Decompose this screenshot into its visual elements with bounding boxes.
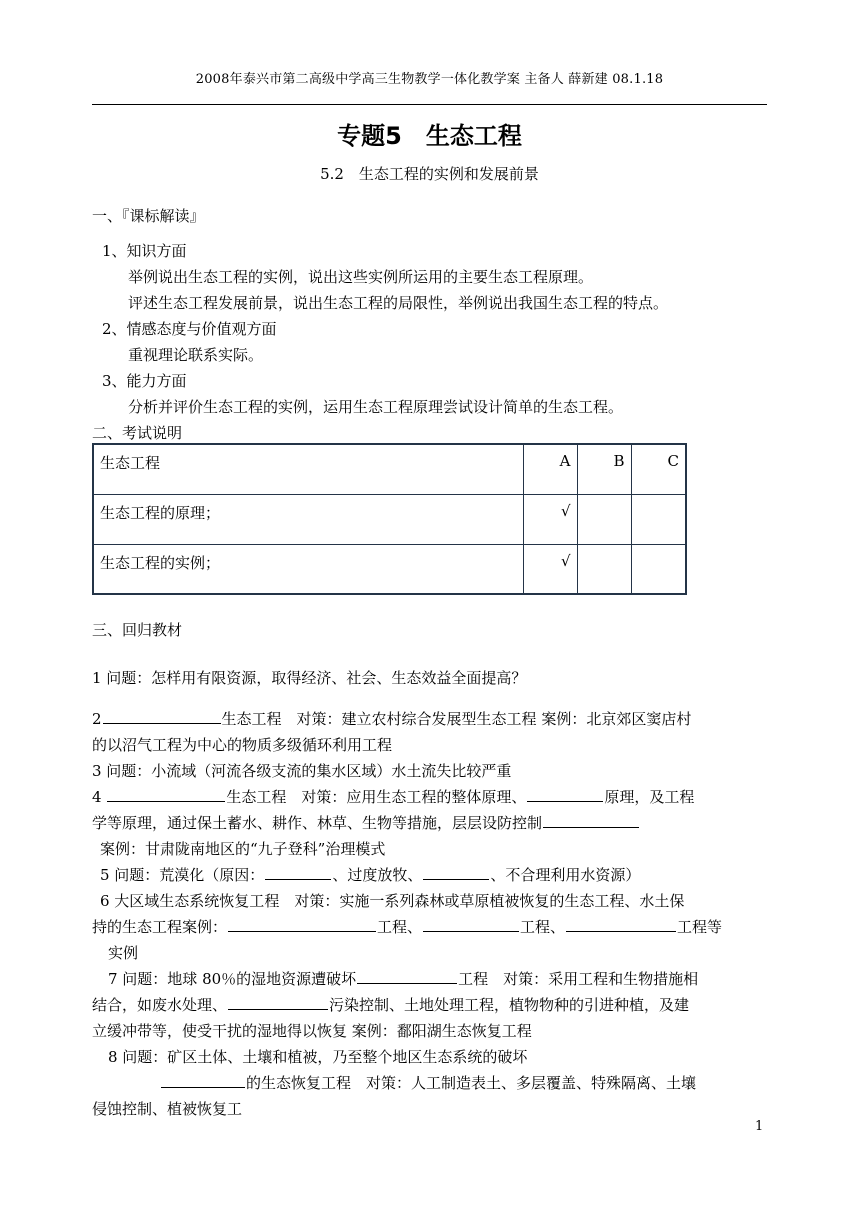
question-6-line-1: 6 大区域生态系统恢复工程 对策：实施一系列森林或草原植被恢复的生态工程、水土保 [100,892,685,910]
answer-blank[interactable] [107,785,225,802]
answer-blank[interactable] [161,1071,245,1088]
question-4-line-2-text: 学等原理，通过保土蓄水、耕作、林草、生物等措施，层层设防控制 [92,814,543,832]
question-6-line-2 [92,914,772,940]
question-7-text-a: 7 问题：地球 80％的湿地资源遭破坏 [108,970,357,988]
question-2-line-2: 的以沼气工程为中心的物质多级循环利用工程 [92,736,393,754]
question-5-text-c: 、不合理利用水资源） [490,866,641,884]
knowledge-line-2: 评述生态工程发展前景，说出生态工程的局限性，举例说出我国生态工程的特点。 [128,294,669,312]
table-row [93,494,686,544]
question-7-text-b: 工程 对策：采用工程和生物措施相 [458,970,699,988]
question-7 [108,966,788,992]
question-1: 1 问题：怎样用有限资源，取得经济、社会、生态效益全面提高？ [92,669,527,687]
question-6-text-b: 工程、 [377,918,423,936]
answer-blank[interactable] [423,915,519,932]
question-2-number: 2 [92,710,102,728]
table-cell-a: √ [523,544,577,594]
table-cell-c [631,544,686,594]
table-cell-a: √ [523,494,577,544]
question-6-text-a: 持的生态工程案例： [92,918,228,936]
answer-blank[interactable] [228,915,376,932]
table-cell-label: 生态工程的实例； [93,544,523,594]
question-2-text: 生态工程 对策：建立农村综合发展型生态工程 案例：北京郊区窦店村 [221,710,692,728]
question-5 [100,862,780,888]
header-rule [92,104,767,105]
question-8-line-3: 侵蚀控制、植被恢复工 [92,1100,243,1118]
table-row [93,444,686,494]
question-8-line-2-text: 的生态恢复工程 对策：人工制造表土、多层覆盖、特殊隔离、土壤 [246,1074,697,1092]
attitude-line-1: 重视理论联系实际。 [128,346,264,364]
question-3: 3 问题：小流域（河流各级支流的集水区域）水土流失比较严重 [92,762,512,780]
question-4-case: 案例：甘肃陇南地区的“九子登科”治理模式 [100,840,386,858]
exam-requirements-table [92,443,687,595]
question-6-text-c: 工程、 [520,918,566,936]
page-header: 2008年泰兴市第二高级中学高三生物教学一体化教学案 主备人 薛新建 08.1.18 [195,72,664,87]
section2-heading: 二、考试说明 [92,424,183,442]
question-8-line-1: 8 问题：矿区土体、土壤和植被，乃至整个地区生态系统的破坏 [108,1048,528,1066]
answer-blank[interactable] [423,863,489,880]
question-7-line-2 [92,992,772,1018]
question-6-line-3: 实例 [108,944,139,962]
answer-blank[interactable] [566,915,676,932]
section1-heading: 一、『课标解读』 [92,207,205,225]
answer-blank[interactable] [527,785,603,802]
page-title: 专题5 生态工程 [337,122,522,150]
table-header-a: A [523,444,577,494]
question-4-line-2 [92,810,772,836]
knowledge-line-1: 举例说出生态工程的实例，说出这些实例所运用的主要生态工程原理。 [128,268,594,286]
question-4-end: 原理，及工程 [604,788,695,806]
table-cell-c [631,494,686,544]
question-2 [92,706,772,732]
attitude-heading: 2、情感态度与价值观方面 [102,320,277,338]
table-header-c: C [631,444,686,494]
question-8-line-2 [160,1070,840,1096]
question-7-line-3: 立缓冲带等，使受干扰的湿地得以恢复 案例：鄱阳湖生态恢复工程 [92,1022,532,1040]
section3-heading: 三、回归教材 [92,621,183,639]
table-header-b: B [577,444,631,494]
table-cell-label: 生态工程的原理； [93,494,523,544]
question-5-text-a: 5 问题：荒漠化（原因： [100,866,265,884]
page-subtitle: 5.2 生态工程的实例和发展前景 [320,165,539,183]
answer-blank[interactable] [543,811,639,828]
table-cell-b [577,544,631,594]
question-4 [92,784,772,810]
question-5-text-b: 、过度放牧、 [332,866,423,884]
question-7-line-2-text-a: 结合，如废水处理、 [92,996,228,1014]
question-4-text: 生态工程 对策：应用生态工程的整体原理、 [226,788,527,806]
ability-line-1: 分析并评价生态工程的实例，运用生态工程原理尝试设计简单的生态工程。 [128,398,624,416]
answer-blank[interactable] [228,993,328,1010]
question-7-line-2-text-b: 污染控制、土地处理工程，植物物种的引进种植，及建 [329,996,690,1014]
table-row [93,544,686,594]
answer-blank[interactable] [357,967,457,984]
table-cell-label: 生态工程 [93,444,523,494]
page-number: 1 [755,1119,764,1134]
table-cell-b [577,494,631,544]
question-4-number: 4 [92,788,107,806]
answer-blank[interactable] [103,707,221,724]
answer-blank[interactable] [265,863,331,880]
question-6-text-d: 工程等 [677,918,723,936]
ability-heading: 3、能力方面 [102,372,187,390]
knowledge-heading: 1、知识方面 [102,242,187,260]
